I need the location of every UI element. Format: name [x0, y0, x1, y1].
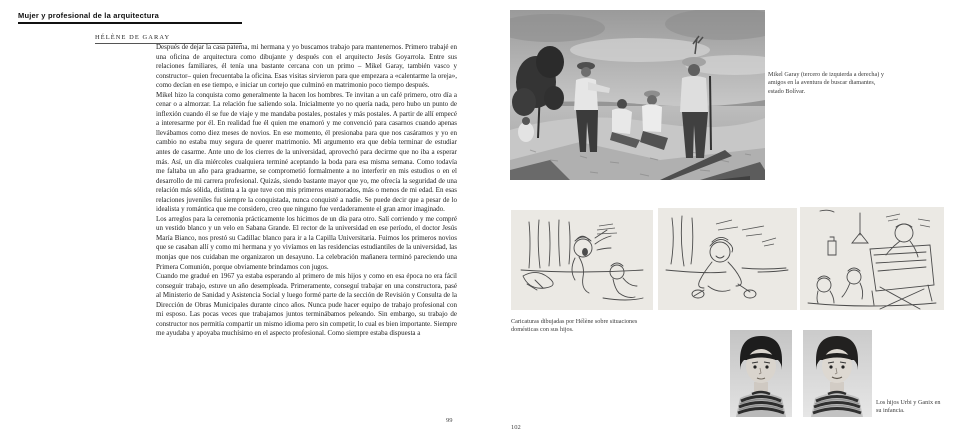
body-text-column [156, 43, 457, 339]
page-number-right: 102 [511, 424, 521, 431]
son-portrait-1 [730, 330, 792, 417]
caricature-sketch-1 [511, 210, 653, 310]
diamond-mining-photo [510, 10, 765, 180]
paragraph: Mikel hizo la conquista como generalmente la hacen los hombres. Te invitan a un café primero, otro día a cenar o a almorzar. La relación fue saliendo sola. Inicialmente yo no quería nada, pero hubo un punto de inflexión cuando él se fue de viaje y me mandaba postales, postales y más postales. A partir de allí empecé a interesarme por él. En realidad fue él quien me enamoró y me convenció para casarnos cuando apenas llevábamos como diez meses de novios. En ese momento, él presionaba para que nos casáramos y yo en cambio no estaba muy segura de querer matrimonio. Mi argumento era que debía terminar de estudiar antes de casarme. Ante uno de los cierres de la universidad, aprovechó para decirme que no iba a esperar más. Así, un día miércoles cualquiera terminé aceptando la boda para esa misma semana. Como todavía me faltaba un año para graduarme, se comprometió formalmente a no interferir en mis estudios o en el desarrollo de mi carrera profesional. Quizás, siendo bastante mayor que yo, me ofrecía la seguridad de una relación más sólida, distinta a la que tuve con mis primeros enamorados, más o menos de mi edad. En esas relaciones juveniles fui siempre la conquistada, nunca conquisté a nadie. Se puede decir que a pesar de lo idealista y romántica que me considero, creo que ninguno fue verdaderamente el gran amor imaginado. [156, 90, 457, 214]
section-title: Mujer y profesional de la arquitectura [18, 11, 159, 20]
paragraph: Cuando me gradué en 1967 ya estaba esperando al primero de mis hijos y como en esa época no era fácil conseguir trabajo, estuve un año desempleada. Primeramente, conseguí trabajar en una constructora, pasé al Ministerio de Sanidad y Asistencia Social y luego formé parte de la sección de Revisión y Consulta de la Dirección de Obras Municipales durante cinco años. Nunca pude hacer equipo de trabajo profesional con mi esposo. Las pocas veces que trabajamos juntos terminábamos peleando. Sin embargo, su trabajo de constructor nos permitía compartir un mismo idioma pero sin competir, lo cual es bien importante. Siempre me ayudaba y apoyaba muchísimo en el aspecto profesional. Como siempre estaba dispuesta a [156, 272, 457, 338]
caricature-sketch-3 [800, 207, 944, 310]
caricature-sketch-2 [658, 208, 797, 310]
paragraph: Los arreglos para la ceremonia prácticamente los hicimos de un día para otro. Salí corriendo y me compré un vestido blanco y un velo en Sabana Grande. El rector de la universidad en ese período, el doctor Jesús María Bianco, nos prestó su Cadillac blanco para ir a la Capilla Universitaria. Fuimos los primeros novios que se casaban allí y como mi hermana y yo vivíamos en las residencias estudiantiles de la universidad, las monjas que nos cuidaban me organizaron un desayuno. La celebración mañanera terminó pareciendo una Primera Comunión, porque obviamente brindamos con jugos. [156, 214, 457, 271]
caption-sons: Los hijos Urbi y Ganix en su infancia. [876, 399, 941, 415]
section-title-rule [18, 22, 242, 24]
paragraph: Después de dejar la casa paterna, mi hermana y yo buscamos trabajo para mantenernos. Primero trabajé en una oficina de arquitectura como dibujante y después con el arquitecto Jesús Goyarrola. Entre sus relaciones familiares, él tenía una bastante cercana con un primo – Mikel Garay, también vasco y constructor– quien frecuentaba la oficina. Esas visitas sirvieron para que empezara a «calentarme la oreja», como decían en ese tiempo, e iniciar un cortejo que culminó en matrimonio poco tiempo después. [156, 43, 457, 90]
son-portrait-2 [803, 330, 872, 417]
author-name: HÉLÈNE DE GARAY [95, 34, 171, 41]
caption-diamond-photo: Mikel Garay (tercero de izquierda a derecha) y amigos en la aventura de buscar diamantes, estado Bolívar. [768, 71, 884, 95]
page-number-left: 99 [446, 417, 453, 424]
caption-caricatures: Caricaturas dibujadas por Hélène sobre situaciones domésticas con sus hijos. [511, 318, 638, 334]
